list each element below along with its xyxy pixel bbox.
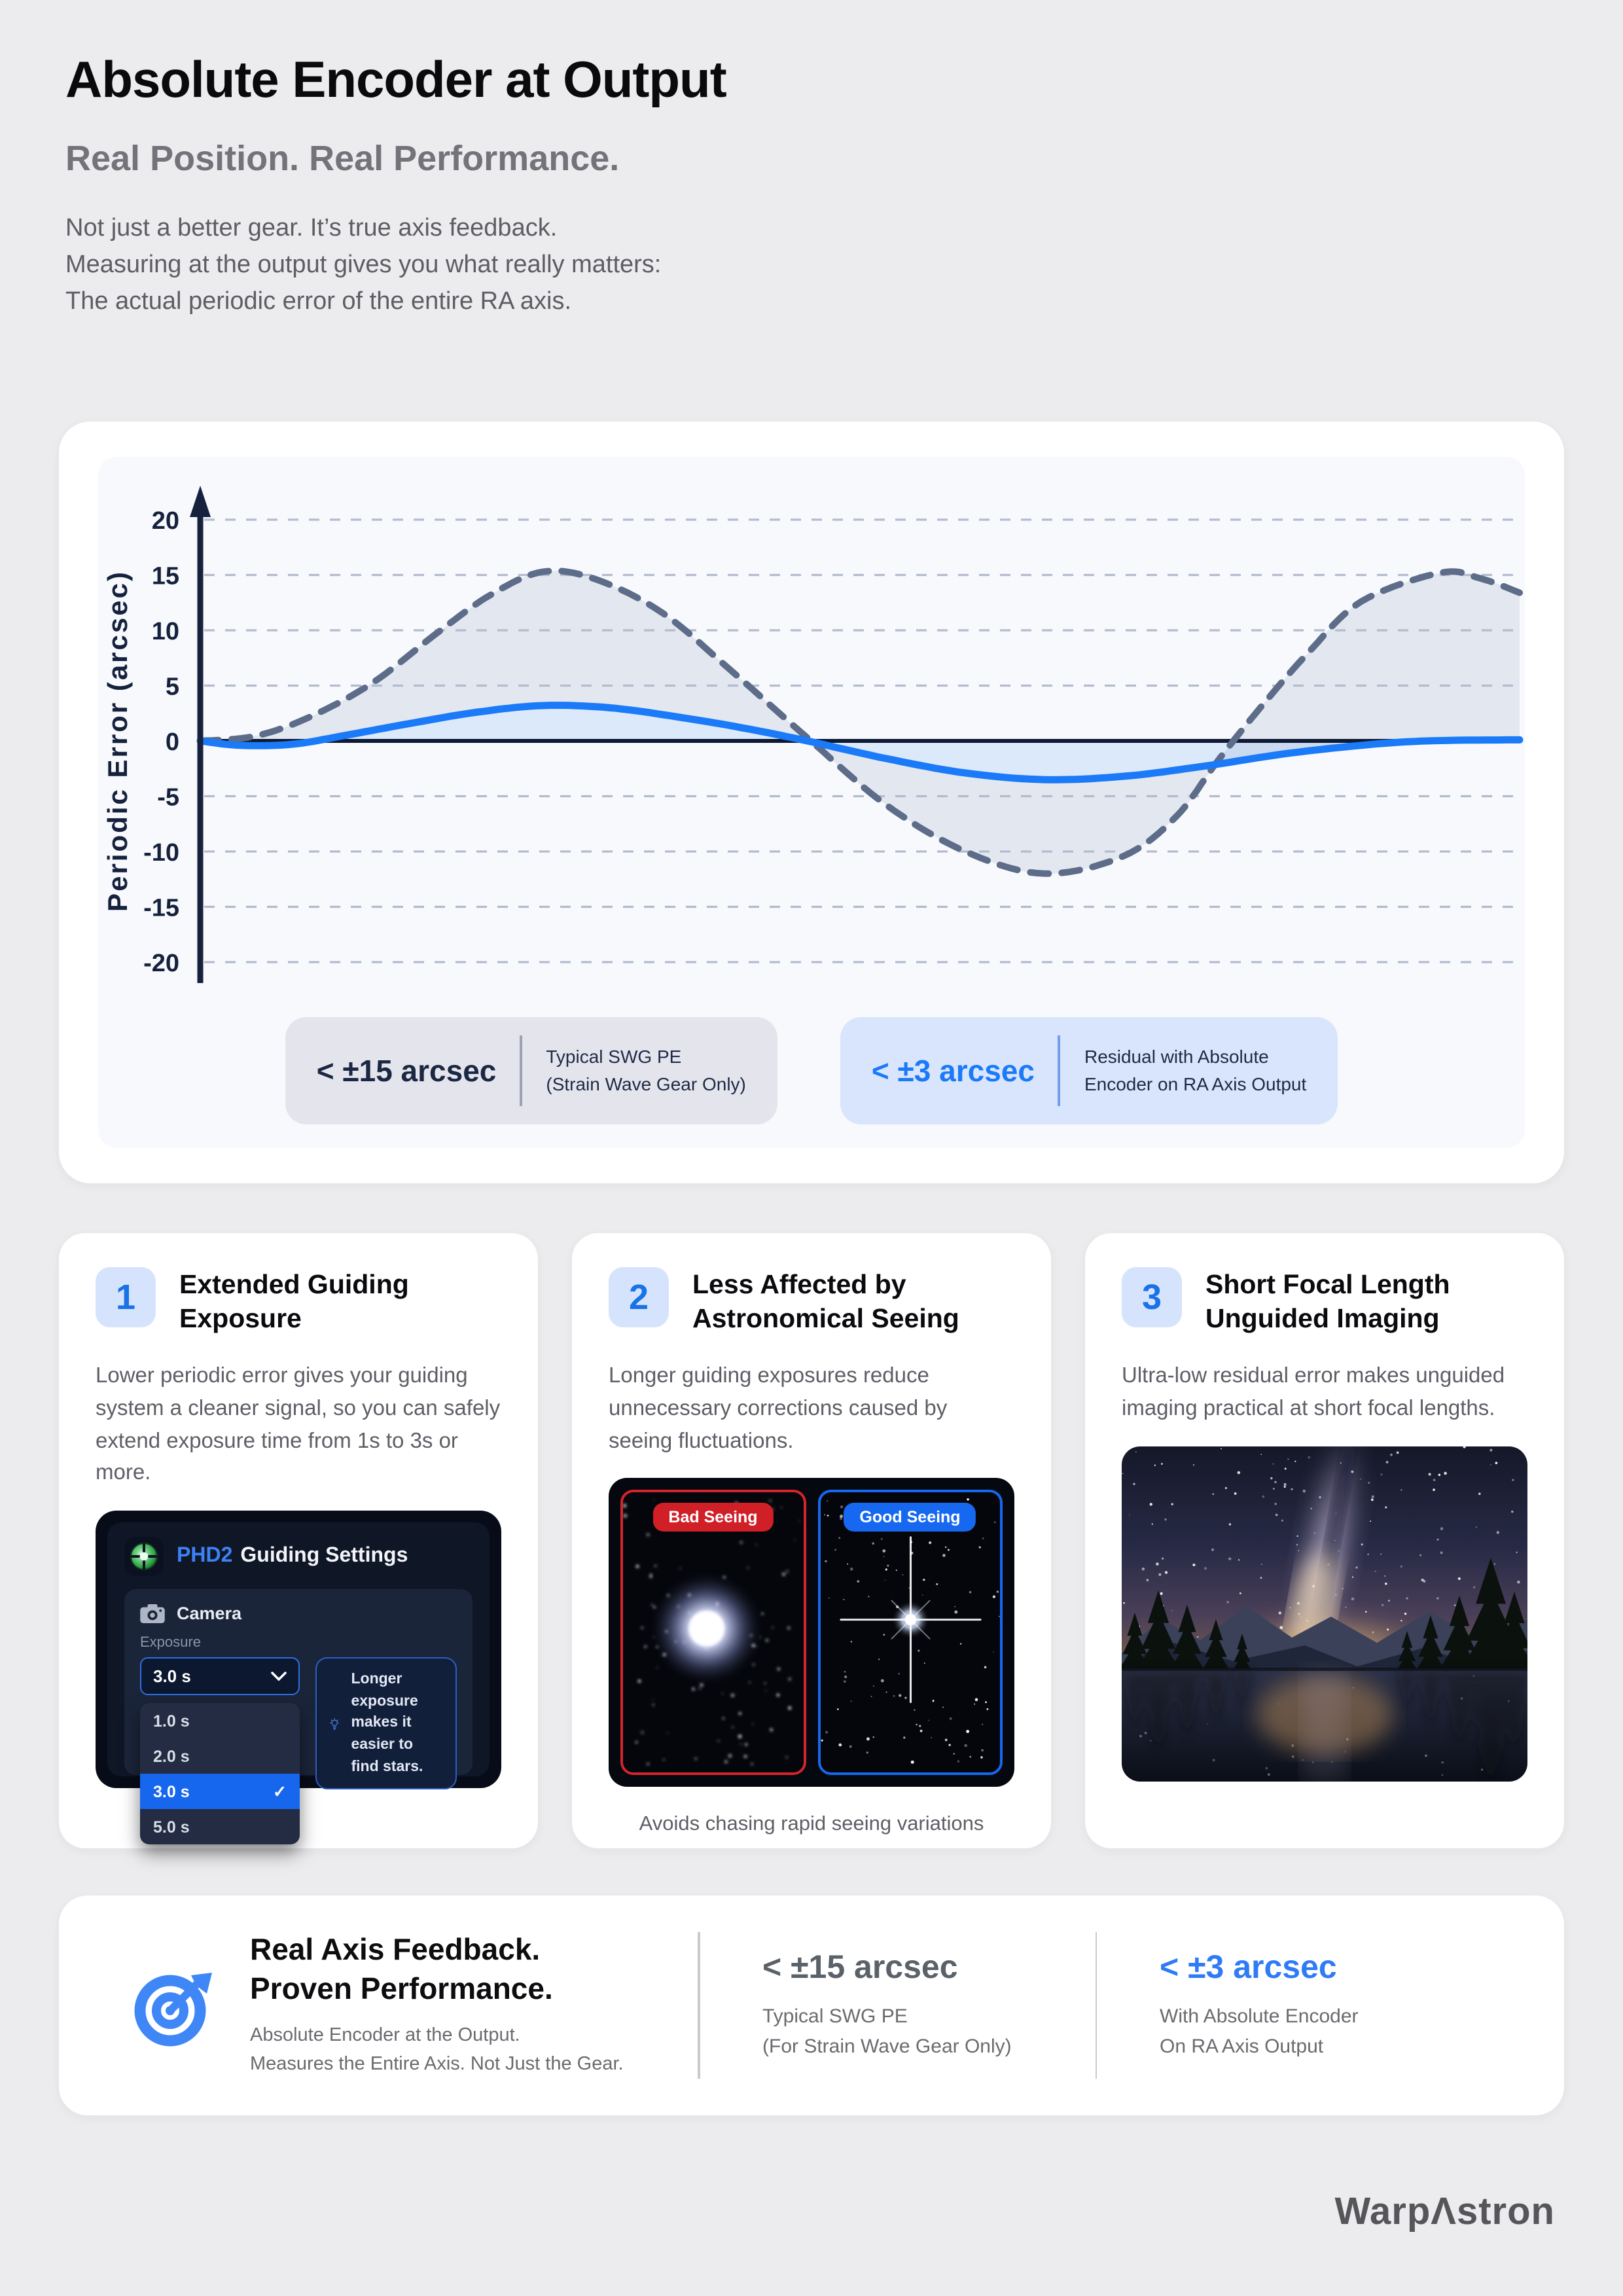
phd2-titlebar — [124, 1537, 473, 1576]
exposure-tip — [315, 1657, 457, 1790]
seeing-compare-panel — [609, 1479, 1014, 1787]
encoder-residual-label: Residual with Absolute Encoder on RA Axis Output — [1084, 1046, 1307, 1094]
badge-divider — [520, 1035, 522, 1106]
card-body: Lower periodic error gives your guiding system a cleaner signal, so you can safely extend exposure time from 1s to 3s or more. — [96, 1364, 501, 1485]
periodic-error-chart — [98, 467, 1525, 1014]
header — [65, 52, 1505, 321]
chart-plot-panel — [98, 457, 1525, 1148]
card-number-badge: 2 — [609, 1267, 669, 1327]
encoder-residual-badge — [840, 1017, 1338, 1124]
y-tick-label: -15 — [143, 894, 179, 922]
chart-badges — [98, 1017, 1525, 1124]
y-tick-label: 0 — [165, 728, 179, 756]
y-tick-label: 15 — [151, 562, 179, 590]
y-tick-label: -20 — [143, 950, 179, 977]
card-body: Longer guiding exposures reduce unnecessary corrections caused by seeing fluctuations. — [609, 1364, 948, 1453]
exposure-option-1.0s[interactable]: 1.0 s — [153, 1712, 190, 1731]
card-title: Extended Guiding Exposure — [179, 1270, 409, 1335]
phd2-settings-mockup — [96, 1511, 501, 1837]
camera-icon — [140, 1604, 165, 1623]
bad-seeing-image — [620, 1490, 806, 1776]
y-axis-arrow — [190, 486, 211, 517]
card-body: Ultra-low residual error makes unguided imaging practical at short focal lengths. — [1122, 1364, 1505, 1420]
card-number-badge: 1 — [96, 1267, 156, 1327]
summary-subtext: Absolute Encoder at the Output. Measures the Entire Axis. Not Just the Gear. — [250, 2025, 624, 2075]
card-head — [1122, 1267, 1527, 1336]
summary-stat-swg: < ±15 arcsec Typical SWG PE (For Strain Wave Gear Only) — [762, 1949, 1012, 2057]
target-arrow-icon — [132, 1964, 216, 2047]
intro-line: Not just a better gear. It’s true axis feedback. — [65, 215, 558, 242]
phd2-window — [107, 1522, 490, 1837]
summary-headline: Real Axis Feedback. Proven Performance. — [250, 1932, 553, 2005]
y-tick-label: 5 — [165, 673, 179, 701]
swg-pe-value: < ±15 arcsec — [316, 1053, 497, 1087]
summary-divider — [698, 1932, 700, 2079]
lightbulb-icon — [330, 1702, 339, 1744]
bad-seeing-badge: Bad Seeing — [652, 1503, 773, 1532]
summary-text — [250, 1931, 643, 2080]
y-tick-label: -5 — [157, 783, 179, 812]
card-title: Less Affected by Astronomical Seeing — [692, 1270, 959, 1335]
exposure-option-3.0s[interactable]: 3.0 s ✓ — [140, 1774, 300, 1809]
swg-pe-badge — [285, 1017, 777, 1124]
encoder-residual-value: < ±3 arcsec — [871, 1053, 1035, 1087]
summary-divider — [1095, 1932, 1097, 2079]
exposure-row — [140, 1657, 457, 1837]
chevron-down-icon — [271, 1672, 287, 1681]
intro-line: Measuring at the output gives you what really matters: — [65, 251, 662, 279]
phd2-camera-panel — [124, 1589, 473, 1837]
y-tick-label: -10 — [143, 839, 179, 867]
periodic-error-chart-card — [59, 422, 1564, 1183]
brand-logo: WarpΛstron — [1334, 2191, 1555, 2233]
camera-section: Camera — [140, 1604, 457, 1623]
feature-card-exposure — [59, 1233, 538, 1848]
seeing-caption: Avoids chasing rapid seeing variations — [639, 1813, 984, 1836]
card-title: Short Focal Length Unguided Imaging — [1205, 1270, 1450, 1335]
exposure-option-2.0s[interactable]: 2.0 s — [153, 1747, 190, 1766]
y-tick-label: 20 — [151, 507, 179, 535]
summary-bar — [59, 1895, 1564, 2115]
feature-cards — [59, 1233, 1564, 1848]
milkyway-landscape-photo — [1122, 1446, 1527, 1781]
feature-card-seeing — [572, 1233, 1051, 1848]
page-subtitle: Real Position. Real Performance. — [65, 139, 620, 178]
phd2-app-icon — [124, 1537, 164, 1576]
check-icon: ✓ — [273, 1783, 287, 1802]
page-title: Absolute Encoder at Output — [65, 52, 726, 109]
card-head — [609, 1267, 1014, 1336]
card-head — [96, 1267, 501, 1336]
good-seeing-badge: Good Seeing — [844, 1503, 976, 1532]
good-seeing-image — [817, 1490, 1003, 1776]
feature-card-unguided — [1085, 1233, 1564, 1848]
intro-line: The actual periodic error of the entire RA axis. — [65, 288, 572, 316]
phd2-window-title: Guiding Settings — [240, 1545, 408, 1568]
badge-divider — [1058, 1035, 1061, 1106]
swg-pe-label: Typical SWG PE (Strain Wave Gear Only) — [546, 1046, 746, 1094]
card-number-badge: 3 — [1122, 1267, 1182, 1327]
summary-stat-encoder: < ±3 arcsec With Absolute Encoder On RA Axis Output — [1160, 1949, 1359, 2057]
y-tick-label: 10 — [151, 618, 179, 645]
exposure-field-label: Exposure — [140, 1635, 201, 1651]
exposure-option-5.0s[interactable]: 5.0 s — [153, 1818, 190, 1837]
exposure-select[interactable]: 3.0 s — [140, 1657, 300, 1695]
tip-text: Longer exposure makes it easier to find stars. — [351, 1672, 423, 1775]
intro-text — [65, 211, 1505, 321]
y-axis-label: Periodic Error (arcsec) — [102, 570, 133, 912]
exposure-dropdown — [140, 1703, 300, 1844]
phd2-app-name: PHD2 — [177, 1545, 233, 1568]
